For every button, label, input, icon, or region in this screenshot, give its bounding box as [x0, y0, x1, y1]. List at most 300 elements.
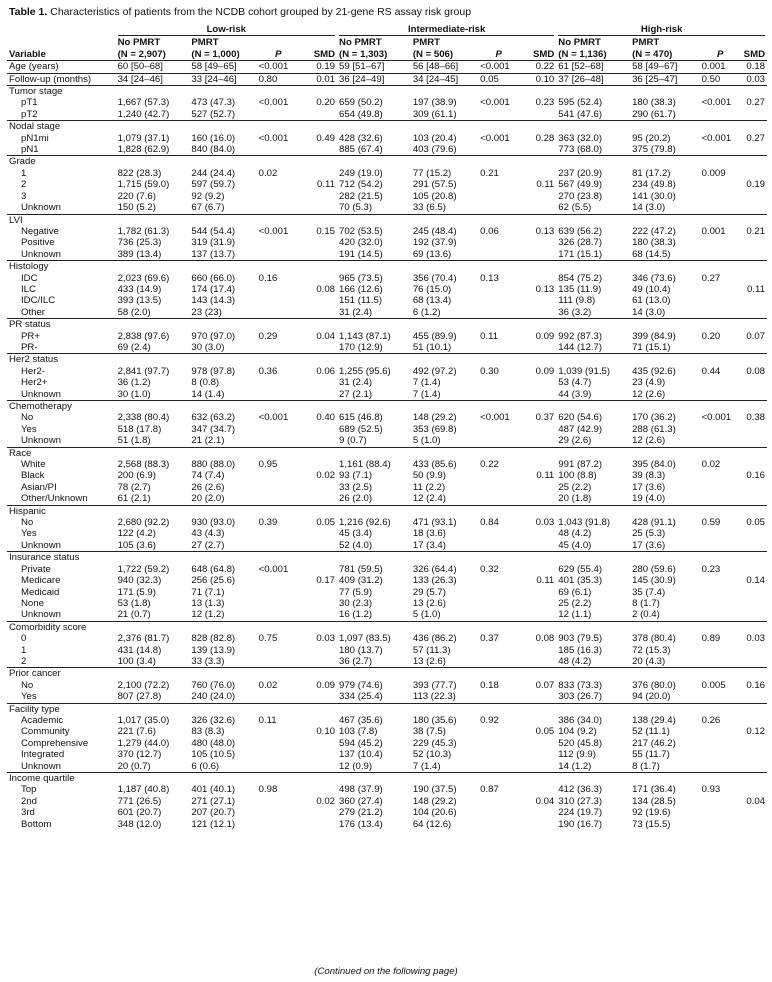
table-section-row: [7, 319, 767, 331]
table-cell: [337, 552, 411, 564]
table-cell: [519, 505, 556, 517]
table-cell: [630, 121, 699, 133]
table-cell: [519, 609, 556, 621]
table-cell: 17 (3.6): [632, 481, 666, 493]
table-cell: 0.36: [258, 365, 278, 377]
table-cell: [478, 796, 519, 807]
table-cell: [700, 284, 741, 295]
table-cell: 217 (46.2): [632, 737, 676, 749]
table-cell: [741, 249, 767, 261]
table-cell: 436 (86.2): [412, 633, 457, 645]
row-label: Unknown: [7, 761, 116, 773]
table-cell: [741, 598, 767, 609]
table-cell: [257, 424, 300, 435]
continued-note: (Continued on the following page): [314, 966, 458, 977]
table-row: [7, 470, 767, 481]
table-cell: [700, 575, 741, 586]
group-header-high-risk: High-risk: [556, 24, 767, 37]
table-row: [7, 249, 767, 261]
table-cell: 401 (40.1): [191, 784, 236, 796]
table-cell: 760 (76.0): [191, 679, 236, 691]
table-cell: 12 (2.4): [411, 493, 478, 505]
table-cell: [741, 202, 767, 214]
table-cell: [741, 528, 767, 539]
table-cell: [257, 237, 300, 248]
table-cell: [257, 319, 300, 331]
table-cell: 9 (0.7): [337, 435, 411, 447]
table-cell: 346 (73.6): [632, 272, 676, 284]
table-caption-label: Table 1.: [9, 6, 48, 18]
table-cell: [300, 389, 337, 401]
table-cell: [411, 354, 478, 366]
table-cell: 498 (37.9): [339, 784, 383, 796]
table-cell: [300, 703, 337, 715]
table-cell: 1,255 (95.6): [339, 365, 391, 377]
table-cell: 180 (35.6): [412, 714, 457, 726]
table-cell: [478, 819, 519, 830]
row-label: PR+: [21, 330, 40, 342]
table-cell: [478, 749, 519, 760]
table-cell: [519, 86, 556, 98]
table-cell: 69 (2.4): [116, 342, 190, 354]
table-cell: 16 (1.2): [337, 609, 411, 621]
table-cell: 309 (61.1): [411, 109, 478, 121]
table-cell: 0.04: [535, 795, 555, 807]
table-cell: 92 (9.2): [191, 190, 225, 202]
table-cell: 399 (84.9): [632, 330, 676, 342]
table-cell: [411, 214, 478, 226]
table-cell: 0.02: [316, 470, 336, 482]
table-cell: 36 [25–47]: [630, 73, 699, 85]
row-label: Bottom: [21, 818, 52, 830]
table-cell: [741, 86, 767, 98]
table-cell: [519, 598, 556, 609]
table-cell: [411, 621, 478, 633]
table-cell: 5 (1.0): [411, 609, 478, 621]
table-cell: [300, 773, 337, 785]
table-cell: 138 (29.4): [632, 714, 676, 726]
table-cell: 773 (68.0): [556, 144, 630, 156]
table-cell: 648 (64.8): [191, 563, 236, 575]
table-cell: [519, 307, 556, 319]
table-cell: 13 (2.6): [412, 597, 446, 609]
table-cell: [741, 424, 767, 435]
table-cell: [519, 401, 556, 413]
table-cell: 34 [24–46]: [116, 73, 190, 85]
table-cell: 660 (66.0): [191, 272, 236, 284]
table-cell: 480 (48.0): [191, 737, 236, 749]
table-cell: [556, 319, 630, 331]
table-cell: 81 (17.2): [632, 167, 671, 179]
row-label: pN1mi: [21, 132, 49, 144]
row-label: Income quartile: [9, 773, 75, 784]
table-cell: [116, 401, 190, 413]
row-label: No: [21, 412, 34, 424]
table-cell: [478, 621, 519, 633]
table-cell: [519, 587, 556, 598]
table-cell: [189, 668, 256, 680]
table-cell: 2,568 (88.3): [117, 459, 170, 471]
table-cell: [257, 109, 300, 121]
table-cell: 492 (97.2): [412, 365, 457, 377]
table-cell: 234 (49.8): [632, 179, 676, 191]
col-n-no-pmrt: (N = 1,303): [337, 49, 411, 61]
table-cell: 44 (3.9): [556, 389, 630, 401]
table-cell: 0.02: [258, 167, 278, 179]
row-label: Comorbidity score: [9, 621, 87, 633]
table-cell: <0.001: [258, 132, 289, 144]
table-cell: 386 (34.0): [558, 714, 603, 726]
row-label: 2: [7, 656, 116, 668]
table-cell: 150 (5.2): [116, 202, 190, 214]
table-row: [7, 807, 767, 818]
table-cell: 1,079 (37.1): [117, 132, 170, 144]
table-cell: [741, 668, 767, 680]
table-cell: 180 (13.7): [339, 644, 383, 656]
table-cell: [741, 435, 767, 447]
table-cell: [337, 703, 411, 715]
table-cell: [116, 621, 190, 633]
table-cell: 0.03: [535, 517, 555, 529]
table-cell: [741, 564, 767, 575]
table-cell: 1,216 (92.6): [339, 517, 391, 529]
table-cell: [257, 191, 300, 202]
table-cell: 134 (28.5): [632, 795, 676, 807]
table-cell: 375 (79.8): [630, 144, 699, 156]
table-cell: 33 [24–46]: [189, 73, 256, 85]
table-cell: [519, 564, 556, 575]
table-cell: [700, 773, 741, 785]
table-cell: [300, 191, 337, 202]
table-cell: 0.08: [535, 633, 555, 645]
table-cell: <0.001: [257, 61, 300, 73]
table-cell: 29 (5.7): [412, 586, 446, 598]
table-cell: 224 (19.7): [558, 807, 603, 819]
table-cell: [630, 401, 699, 413]
table-cell: 45 (3.4): [339, 528, 373, 540]
table-cell: [189, 447, 256, 459]
table-cell: [257, 493, 300, 505]
table-cell: 190 (37.5): [412, 784, 457, 796]
table-cell: [257, 552, 300, 564]
table-cell: [519, 144, 556, 156]
table-cell: [300, 401, 337, 413]
table-cell: 288 (61.3): [632, 423, 676, 435]
table-cell: 113 (22.3): [411, 691, 478, 703]
table-row: [7, 493, 767, 505]
table-cell: 601 (20.7): [117, 807, 162, 819]
table-cell: 74 (7.4): [191, 470, 225, 482]
table-cell: 326 (32.6): [191, 714, 236, 726]
table-cell: 61 (2.1): [116, 493, 190, 505]
table-cell: 0.84: [480, 517, 499, 529]
table-cell: 0.02: [258, 679, 278, 691]
table-row: [7, 528, 767, 539]
table-cell: [337, 121, 411, 133]
table-cell: 69 (13.6): [411, 249, 478, 261]
table-row: [7, 331, 767, 342]
table-cell: [741, 703, 767, 715]
table-cell: [337, 668, 411, 680]
col-pmrt: PMRT: [191, 37, 219, 49]
table-cell: 249 (19.0): [339, 167, 383, 179]
table-cell: [116, 552, 190, 564]
table-cell: [300, 319, 337, 331]
table-cell: [556, 668, 630, 680]
table-cell: [478, 703, 519, 715]
table-cell: 5 (1.0): [411, 435, 478, 447]
table-cell: [741, 738, 767, 749]
table-cell: 45 (4.0): [556, 540, 630, 552]
table-cell: 455 (89.9): [412, 330, 457, 342]
row-label: Other/Unknown: [7, 493, 116, 505]
table-cell: 473 (47.3): [191, 97, 236, 109]
table-cell: [741, 587, 767, 598]
table-cell: 52 (10.3): [412, 749, 452, 761]
table-cell: 0.20: [316, 97, 336, 109]
row-label: Her2+: [21, 377, 48, 389]
table-cell: [300, 424, 337, 435]
table-cell: 0.39: [258, 517, 278, 529]
table-cell: [337, 505, 411, 517]
table-cell: [741, 691, 767, 703]
table-cell: 0.18: [741, 61, 767, 73]
row-label: Yes: [7, 691, 116, 703]
table-row: [7, 633, 767, 644]
table-cell: 0.22: [480, 459, 499, 471]
table-cell: 50 (9.9): [412, 470, 446, 482]
table-cell: 12 (1.2): [189, 609, 256, 621]
table-cell: [700, 761, 741, 773]
table-cell: [116, 447, 190, 459]
table-cell: 137 (13.7): [189, 249, 256, 261]
table-cell: [337, 319, 411, 331]
table-row: [7, 691, 767, 703]
table-cell: 0.05: [535, 726, 555, 738]
table-cell: 0.93: [701, 784, 721, 796]
table-cell: 61 (13.0): [632, 295, 671, 307]
table-row: [7, 656, 767, 668]
table-cell: 0.27: [746, 97, 765, 109]
table-cell: 1,161 (88.4): [339, 459, 391, 471]
row-label: 3rd: [21, 807, 35, 819]
table-cell: 12 (2.6): [630, 389, 699, 401]
table-cell: [700, 144, 741, 156]
table-cell: 885 (67.4): [337, 144, 411, 156]
table-cell: [478, 493, 519, 505]
table-cell: 143 (14.3): [191, 295, 236, 307]
table-cell: 78 (2.7): [117, 481, 151, 493]
table-cell: 781 (59.5): [339, 563, 383, 575]
table-cell: 965 (73.5): [339, 272, 383, 284]
table-cell: [519, 493, 556, 505]
table-section-row: [7, 668, 767, 680]
table-cell: 43 (4.3): [191, 528, 225, 540]
table-cell: 148 (29.2): [412, 795, 457, 807]
table-cell: 0.44: [701, 365, 721, 377]
table-cell: [189, 621, 256, 633]
table-cell: [700, 202, 741, 214]
row-label: Integrated: [21, 749, 65, 761]
table-cell: [257, 261, 300, 273]
table-cell: [478, 668, 519, 680]
table-cell: [337, 156, 411, 168]
table-cell: [300, 598, 337, 609]
table-cell: [630, 505, 699, 517]
table-cell: [300, 168, 337, 179]
table-cell: 171 (15.1): [556, 249, 630, 261]
table-cell: [519, 691, 556, 703]
table-cell: 237 (20.9): [558, 167, 603, 179]
table-cell: [519, 295, 556, 306]
col-n-pmrt: (N = 1,000): [189, 49, 256, 61]
table-cell: 970 (97.0): [191, 330, 236, 342]
table-cell: 0.37: [535, 412, 555, 424]
col-n-no-pmrt: (N = 1,136): [556, 49, 630, 61]
table-cell: 25 (5.3): [632, 528, 666, 540]
table-cell: 13 (2.6): [411, 656, 478, 668]
table-cell: [337, 86, 411, 98]
col-n-no-pmrt: (N = 2,907): [116, 49, 190, 61]
table-cell: 807 (27.8): [116, 691, 190, 703]
table-cell: 180 (38.3): [632, 97, 676, 109]
table-cell: [478, 552, 519, 564]
table-cell: [411, 447, 478, 459]
table-cell: [300, 261, 337, 273]
table-cell: [519, 645, 556, 656]
table-cell: 52 (11.1): [632, 726, 670, 738]
table-cell: [257, 505, 300, 517]
table-cell: [257, 656, 300, 668]
table-cell: 53 (1.8): [117, 597, 151, 609]
table-cell: 520 (45.8): [558, 737, 603, 749]
table-cell: 105 (20.8): [412, 190, 457, 202]
table-cell: 20 (2.0): [189, 493, 256, 505]
table-cell: [189, 121, 256, 133]
table-cell: [478, 156, 519, 168]
table-cell: 0.09: [535, 330, 555, 342]
table-cell: 7 (1.4): [412, 377, 441, 389]
row-label: Positive: [21, 237, 55, 249]
table-cell: [700, 528, 741, 539]
table-cell: [257, 295, 300, 306]
table-cell: 0.11: [258, 714, 277, 726]
row-label: Comprehensive: [21, 737, 89, 749]
table-cell: 840 (84.0): [189, 144, 256, 156]
col-pmrt: PMRT: [412, 37, 441, 49]
table-cell: 389 (13.4): [116, 249, 190, 261]
table-cell: [741, 819, 767, 830]
table-row: [7, 366, 767, 377]
table-cell: 2,376 (81.7): [117, 633, 170, 645]
row-label: No: [21, 679, 34, 691]
table-cell: [411, 156, 478, 168]
table-cell: [300, 587, 337, 598]
table-cell: 21 (0.7): [116, 609, 190, 621]
table-cell: 18 (3.6): [412, 528, 446, 540]
table-cell: [337, 401, 411, 413]
table-cell: 12 (2.6): [630, 435, 699, 447]
table-cell: 77 (15.2): [412, 167, 452, 179]
table-cell: [700, 749, 741, 760]
table-cell: 20 (4.3): [630, 656, 699, 668]
table-row: [7, 749, 767, 760]
table-cell: 0.28: [535, 132, 555, 144]
table-cell: [478, 191, 519, 202]
table-cell: [300, 307, 337, 319]
table-cell: [630, 773, 699, 785]
table-cell: [519, 819, 556, 830]
row-label: Unknown: [7, 389, 116, 401]
table-cell: 978 (97.8): [191, 365, 236, 377]
table-cell: [189, 401, 256, 413]
table-cell: [700, 807, 741, 818]
table-cell: [700, 319, 741, 331]
table-cell: 0.09: [535, 365, 555, 377]
table-cell: 19 (4.0): [630, 493, 699, 505]
row-label: Her2 status: [9, 354, 59, 366]
table-cell: [116, 703, 190, 715]
table-cell: 467 (35.6): [339, 714, 383, 726]
table-row: [7, 412, 767, 423]
table-cell: 544 (54.4): [191, 225, 236, 237]
table-cell: [519, 342, 556, 354]
table-cell: [257, 528, 300, 539]
table-cell: [741, 319, 767, 331]
table-cell: 0.80: [257, 73, 300, 85]
table-cell: 0.11: [317, 179, 336, 191]
table-cell: [300, 156, 337, 168]
table-cell: [300, 435, 337, 447]
table-cell: [519, 761, 556, 773]
table-row: [7, 540, 767, 552]
table-cell: 629 (55.4): [558, 563, 603, 575]
table-row: [7, 307, 767, 319]
table-cell: [741, 342, 767, 354]
table-cell: [300, 645, 337, 656]
table-cell: [519, 773, 556, 785]
table-cell: 0.89: [701, 633, 721, 645]
table-cell: 135 (11.9): [558, 283, 602, 295]
table-cell: [700, 738, 741, 749]
table-cell: 171 (36.4): [632, 784, 676, 796]
row-label: 2: [21, 179, 27, 191]
table-cell: 25 (2.2): [558, 481, 592, 493]
table-cell: 0.14: [746, 575, 765, 587]
table-cell: [630, 214, 699, 226]
table-cell: 356 (70.4): [412, 272, 457, 284]
table-cell: 0.75: [258, 633, 278, 645]
table-cell: [478, 424, 519, 435]
table-cell: [478, 144, 519, 156]
table-cell: [741, 191, 767, 202]
table-cell: [700, 493, 741, 505]
table-cell: 991 (87.2): [558, 459, 603, 471]
table-cell: [700, 482, 741, 493]
table-cell: [519, 319, 556, 331]
table-cell: [300, 715, 337, 726]
table-cell: [116, 319, 190, 331]
table-cell: [741, 552, 767, 564]
table-cell: [189, 319, 256, 331]
table-cell: 0.11: [536, 575, 555, 587]
table-cell: [337, 354, 411, 366]
table-cell: [519, 784, 556, 795]
table-cell: 2,838 (97.6): [117, 330, 170, 342]
table-cell: [300, 493, 337, 505]
table-section-row: [7, 61, 767, 73]
table-cell: [478, 540, 519, 552]
